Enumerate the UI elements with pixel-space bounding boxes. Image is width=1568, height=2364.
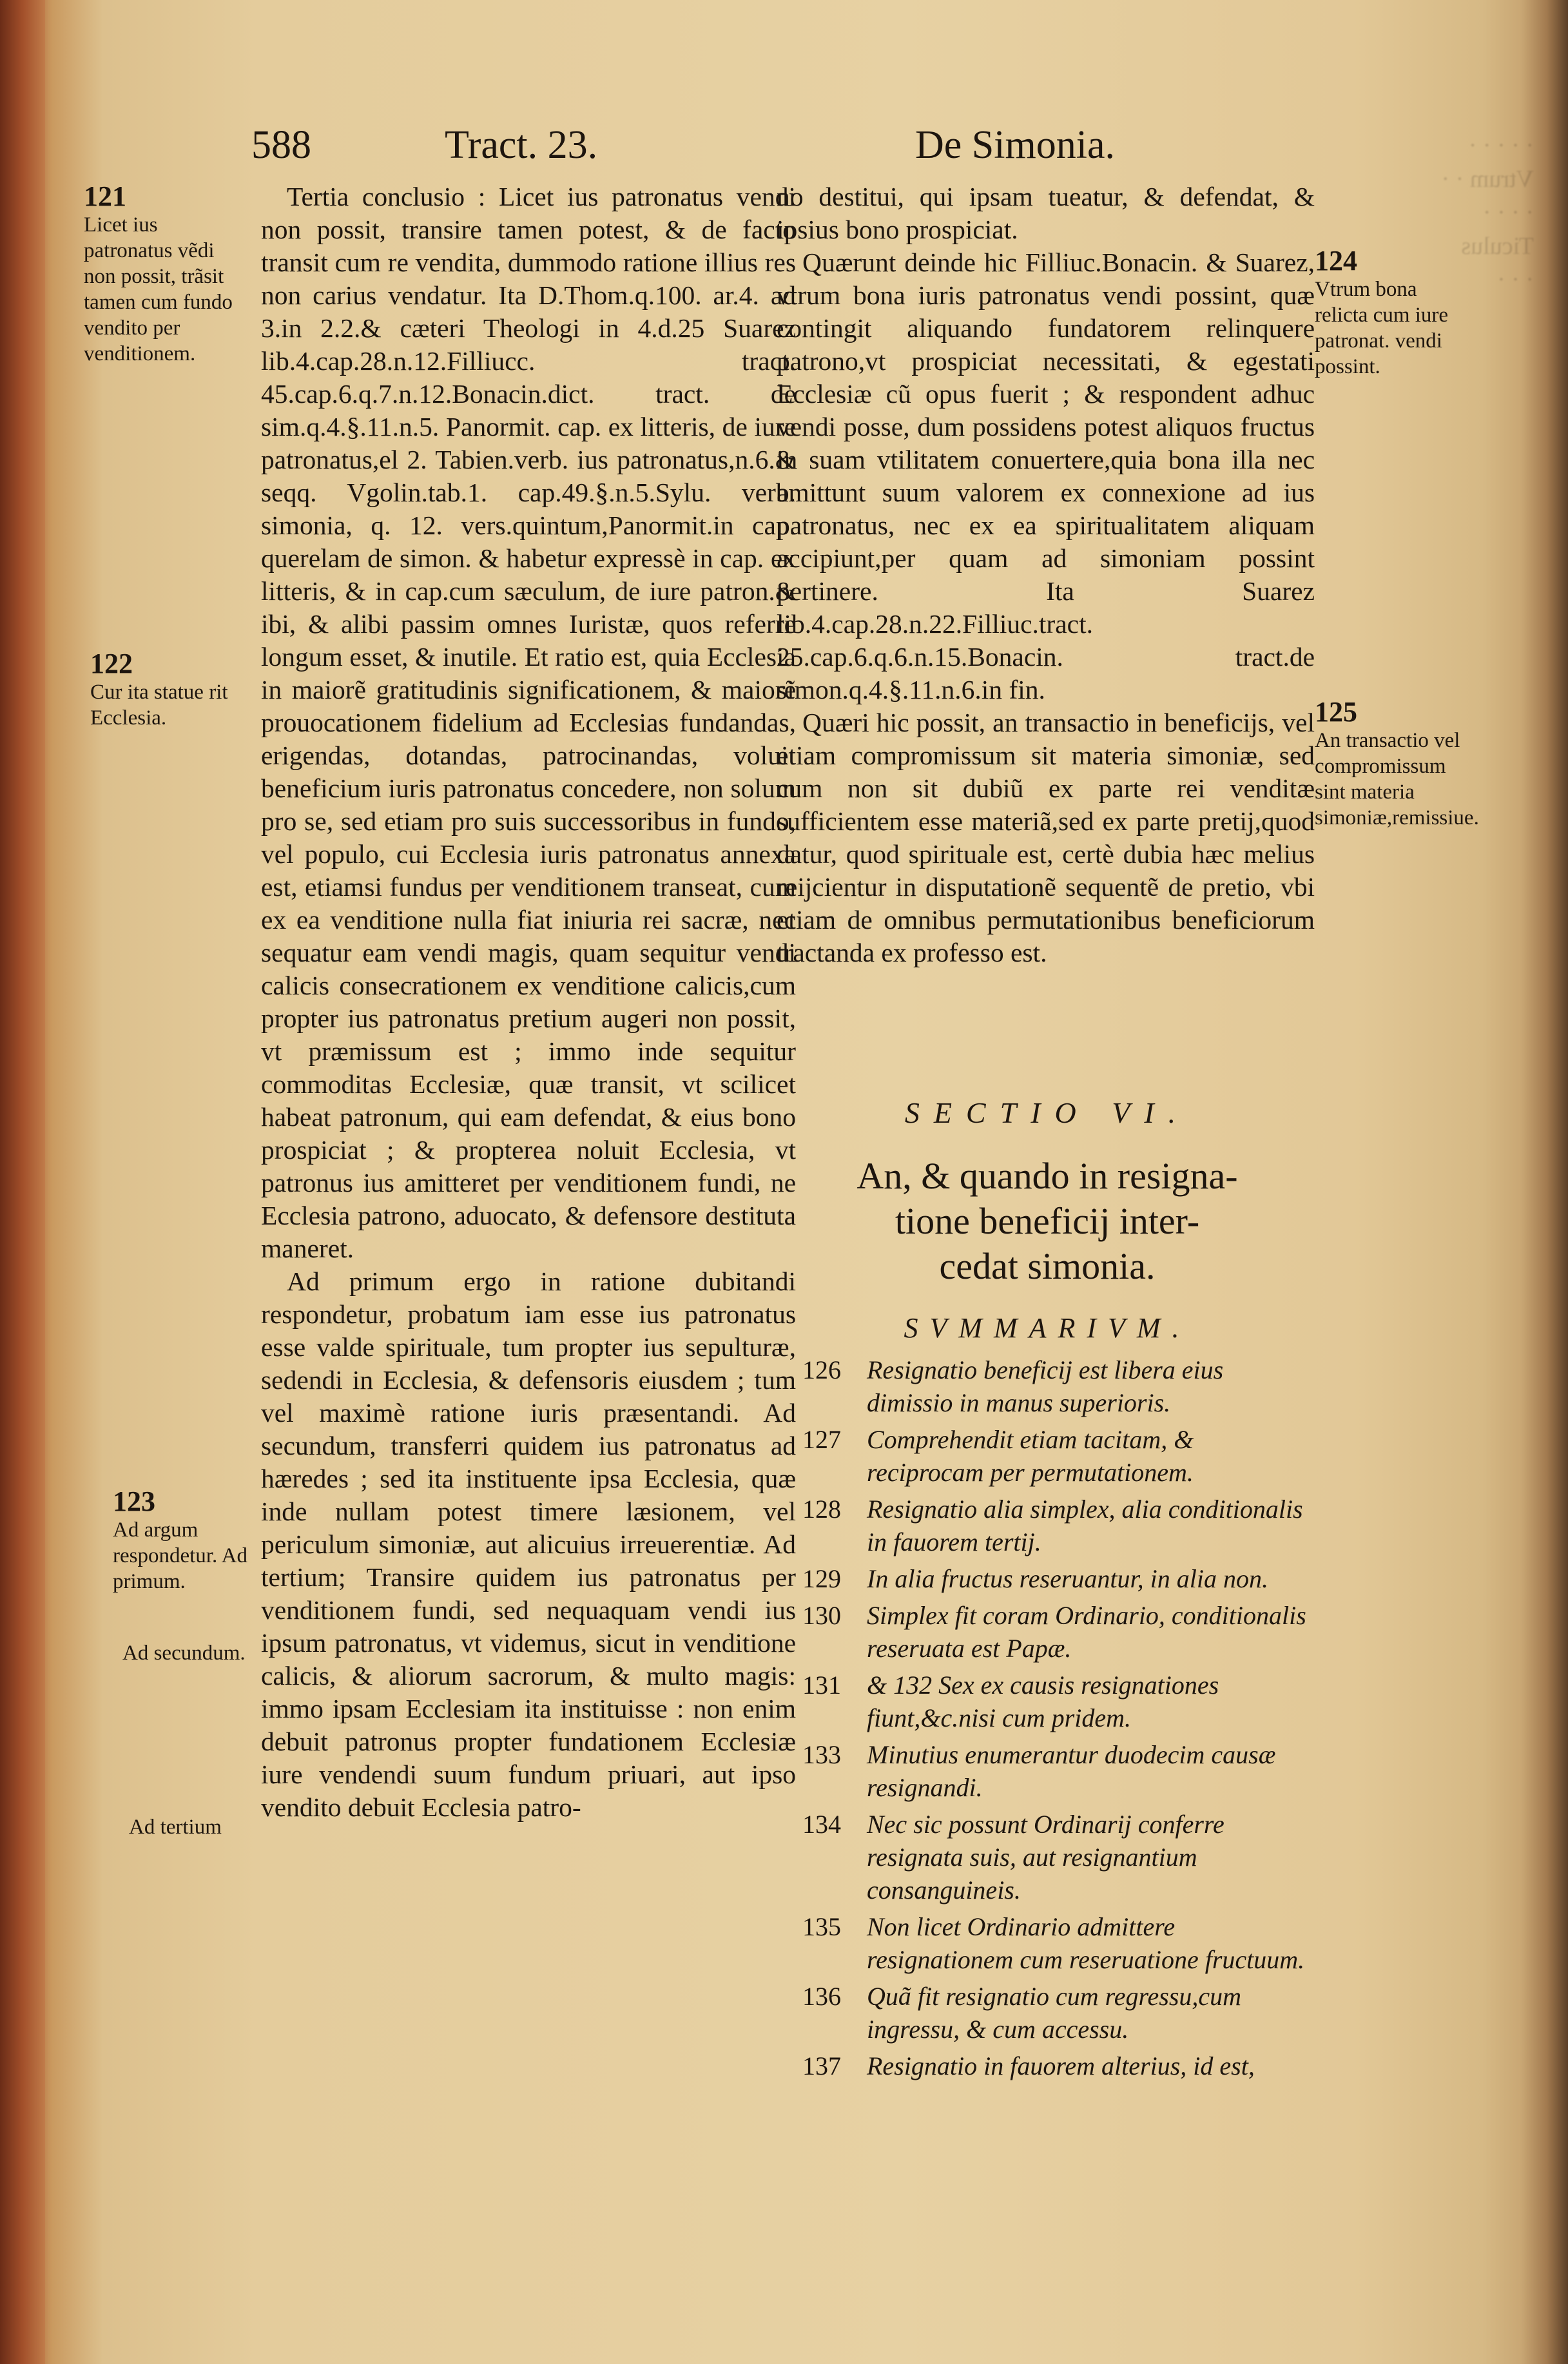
summary-number: 130: [802, 1601, 841, 1630]
summary-item: [802, 1808, 1315, 1906]
section-heading: [780, 1154, 1315, 1289]
summary-item: [802, 1493, 1315, 1558]
summary-number: 133: [802, 1740, 841, 1769]
page-number: 588: [251, 123, 311, 167]
margin-note-124: [1315, 245, 1463, 380]
summary-item: [802, 1353, 1315, 1419]
summary-number: 128: [802, 1495, 841, 1524]
margin-note-125: [1315, 696, 1479, 831]
margin-note-121: [84, 180, 238, 367]
paragraph-ad-primum: Ad primum ergo in ratione dubitandi respondetur, probatum iam esse ius patronatus esse valde spirituale, tum propter ius sepulturæ, sedendi in Ecclesia, & defensoris eiusdem ; tum vel maximè ratione iuris præsentandi. Ad secundum, transferri quidem ius patronatus ad hæredes ; sed ita instituente ipsa Ecclesia, quæ inde nullam potest timere læsionem, vel periculum simoniæ, aut alicuius irreuerentiæ. Ad tertium; Transire quidem ius patronatus per venditionem fundi, sed nequaquam vendi ius ipsum patronatus, vt videmus, sicut in venditione calicis, & aliorum sacrorum, & multo magis: immo ipsam Ecclesiam ita instituisse : non enim debuit patronus propter fundationem Ecclesiæ iure vendendi suum fundum priuari, aut ipso vendito debuit Ecclesia patro-: [261, 1266, 796, 1822]
summary-text: & 132 Sex ex causis resignationes fiunt,&c.nisi cum pridem.: [867, 1671, 1219, 1732]
paragraph-quaeri: Quæri hic possit, an transactio in beneficijs, vel etiam compromissum sit materia simoniæ, sed cum non sit dubiũ ex parte rei venditæ sufficientem esse materiã,sed ex parte pretij,quod datur, quod spirituale est, certè dubia hæc melius reijcientur in disputationẽ sequentẽ de pretio, vbi etiam de omnibus permutationibus beneficiorum tractanda ex professo est.: [777, 708, 1315, 967]
margin-note-text: Ad argum respondetur. Ad primum.: [113, 1518, 247, 1593]
margin-note-text: Vtrum bona relicta cum iure patronat. vendi possint.: [1315, 278, 1449, 378]
summary-text: Nec sic possunt Ordinarij conferre resignata suis, aut resignantium consanguineis.: [867, 1810, 1224, 1904]
summary-text: Resignatio alia simplex, alia conditionalis in fauorem tertij.: [867, 1495, 1303, 1556]
summary-item: [802, 1910, 1315, 1976]
paragraph-quaerunt: Quærunt deinde hic Filliuc.Bonacin. & Suarez, vtrum bona iuris patronatus vendi possint, quæ contingit aliquando fundatorem relinquere patrono,vt prospiciat necessitati, & egestati Ecclesiæ cũ opus fuerit ; & respondent adhuc vendi posse, dum possidens potest aliquos fructus in suam vtilitatem conuertere,quia bona illa nec amittunt suum valorem ex connexione ad ius patronatus, nec ex ea spiritualitatem aliquam accipiunt,per quam ad simoniam possint pertinere. Ita Suarez lib.4.cap.28.n.22.Filliuc.tract. 25.cap.6.q.6.n.15.Bonacin. tract.de simon.q.4.§.11.n.6.in fin.: [777, 247, 1315, 704]
section-heading-line: cedat simonia.: [939, 1245, 1156, 1287]
margin-note-text: An transactio vel compromissum sint materia simoniæ,remissiue.: [1315, 729, 1479, 829]
bleed-through-text: · · · · · Vtrum · · · · · · Ticulus · · ·: [1441, 132, 1534, 293]
summary-number: 134: [802, 1810, 841, 1839]
summary-number: 127: [802, 1425, 841, 1454]
summary-text: Quã fit resignatio cum regressu,cum ingressu, & cum accessu.: [867, 1982, 1242, 2044]
book-spine: [0, 0, 45, 2364]
paragraph-continuation: no destitui, qui ipsam tueatur, & defendat, & ipsius bono prospiciat.: [777, 182, 1315, 244]
margin-note-text: Cur ita statue rit Ecclesia.: [90, 681, 228, 730]
summary-number: 137: [802, 2051, 841, 2080]
summary-number: 129: [802, 1564, 841, 1593]
summary-item: [802, 1562, 1315, 1595]
margin-note-number: 125: [1315, 696, 1357, 728]
summary-label: SVMMARIVM.: [904, 1312, 1191, 1344]
margin-note-text: Ad tertium: [129, 1816, 222, 1839]
summary-item: [802, 1669, 1315, 1734]
summary-item: [802, 1738, 1315, 1804]
summary-text: Non licet Ordinario admittere resignationem cum reseruatione fructuum.: [867, 1912, 1305, 1974]
section-heading-line: An, & quando in resigna-: [857, 1155, 1238, 1197]
margin-note-number: 123: [113, 1486, 155, 1517]
summary-item: [802, 2049, 1315, 2082]
summary-text: Simplex fit coram Ordinario, conditionalis reseruata est Papæ.: [867, 1601, 1306, 1663]
margin-note-ad-tertium: [129, 1814, 271, 1840]
margin-note-text: Ad secundum.: [122, 1642, 246, 1665]
running-title: De Simonia.: [915, 123, 1115, 167]
summary-number: 135: [802, 1912, 841, 1941]
left-text-column: [261, 180, 796, 1824]
section-heading-line: tione beneficij inter-: [895, 1200, 1200, 1242]
summary-list: [802, 1353, 1315, 2086]
running-header: [251, 122, 1308, 180]
summary-number: 131: [802, 1671, 841, 1700]
summary-text: Resignatio in fauorem alterius, id est,: [867, 2051, 1255, 2080]
summary-item: [802, 1599, 1315, 1665]
summary-number: 126: [802, 1355, 841, 1384]
summary-text: Comprehendit etiam tacitam, & reciprocam per permutationem.: [867, 1425, 1194, 1487]
margin-note-number: 124: [1315, 245, 1357, 276]
margin-note-ad-secundum: [122, 1640, 271, 1666]
summary-text: Minutius enumerantur duodecim causæ resignandi.: [867, 1740, 1276, 1802]
section-label: SECTIO VI.: [904, 1096, 1190, 1129]
margin-note-122: [90, 648, 238, 731]
margin-note-number: 122: [90, 648, 133, 679]
margin-note-number: 121: [84, 180, 126, 212]
tract-label: Tract. 23.: [445, 123, 598, 167]
summary-text: Resignatio beneficij est libera eius dimissio in manus superioris.: [867, 1355, 1224, 1417]
right-text-column: [777, 180, 1315, 969]
margin-note-123: [113, 1486, 264, 1594]
summary-number: 136: [802, 1982, 841, 2011]
margin-note-text: Licet ius patronatus vẽdi non possit, trãsit tamen cum fundo vendito per venditionem.: [84, 213, 233, 365]
paragraph-tertia-conclusio: Tertia conclusio : Licet ius patronatus vendi non possit, transire tamen potest, & de facto transit cum re vendita, dummodo ratione illius res non carius vendatur. Ita D.Thom.q.100. ar.4. ad 3.in 2.2.& cæteri Theologi in 4.d.25 Suarez lib.4.cap.28.n.12.Filliucc. tract. 45.cap.6.q.7.n.12.Bonacin.dict. tract. de sim.q.4.§.11.n.5. Panormit. cap. ex litteris, de iure patronatus,el 2. Tabien.verb. ius patronatus,n.6.& seqq. Vgolin.tab.1. cap.49.§.n.5.Sylu. verb. simonia, q. 12. vers.quintum,Panormit.in cap. querelam de simon. & habetur expressè in cap. ex litteris, & in cap.cum sæculum, de iure patron.& ibi, & alibi passim omnes Iuristæ, quos referre longum esset, & inutile. Et ratio est, quia Ecclesia in maiorẽ gratitudinis significationem, & maiorẽ prouocationem fidelium ad Ecclesias fundandas, erigendas, dotandas, patrocinandas, voluit beneficium iuris patronatus concedere, non solum pro se, sed etiam pro suis successoribus in fundo, vel populo, cui Ecclesia iuris patronatus annexa est, etiamsi fundus per venditionem transeat, cum ex ea venditione nulla fiat iniuria rei sacræ, nec sequatur eam vendi magis, quam sequitur vendi calicis consecrationem ex venditione calicis,cum propter ius patronatus pretium augeri non possit, vt præmissum est ; immo inde sequitur commoditas Ecclesiæ, quæ transit, vt scilicet habeat patronum, qui eam defendat, & eius bono prospiciat ; & propterea noluit Ecclesia, vt patronus ius amitteret per venditionem fundi, ne Ecclesia patrono, aduocato, & defensore destituta maneret.: [261, 182, 796, 1263]
summary-text: In alia fructus reseruantur, in alia non.: [867, 1564, 1268, 1593]
summary-item: [802, 1980, 1315, 2046]
summary-item: [802, 1423, 1315, 1489]
